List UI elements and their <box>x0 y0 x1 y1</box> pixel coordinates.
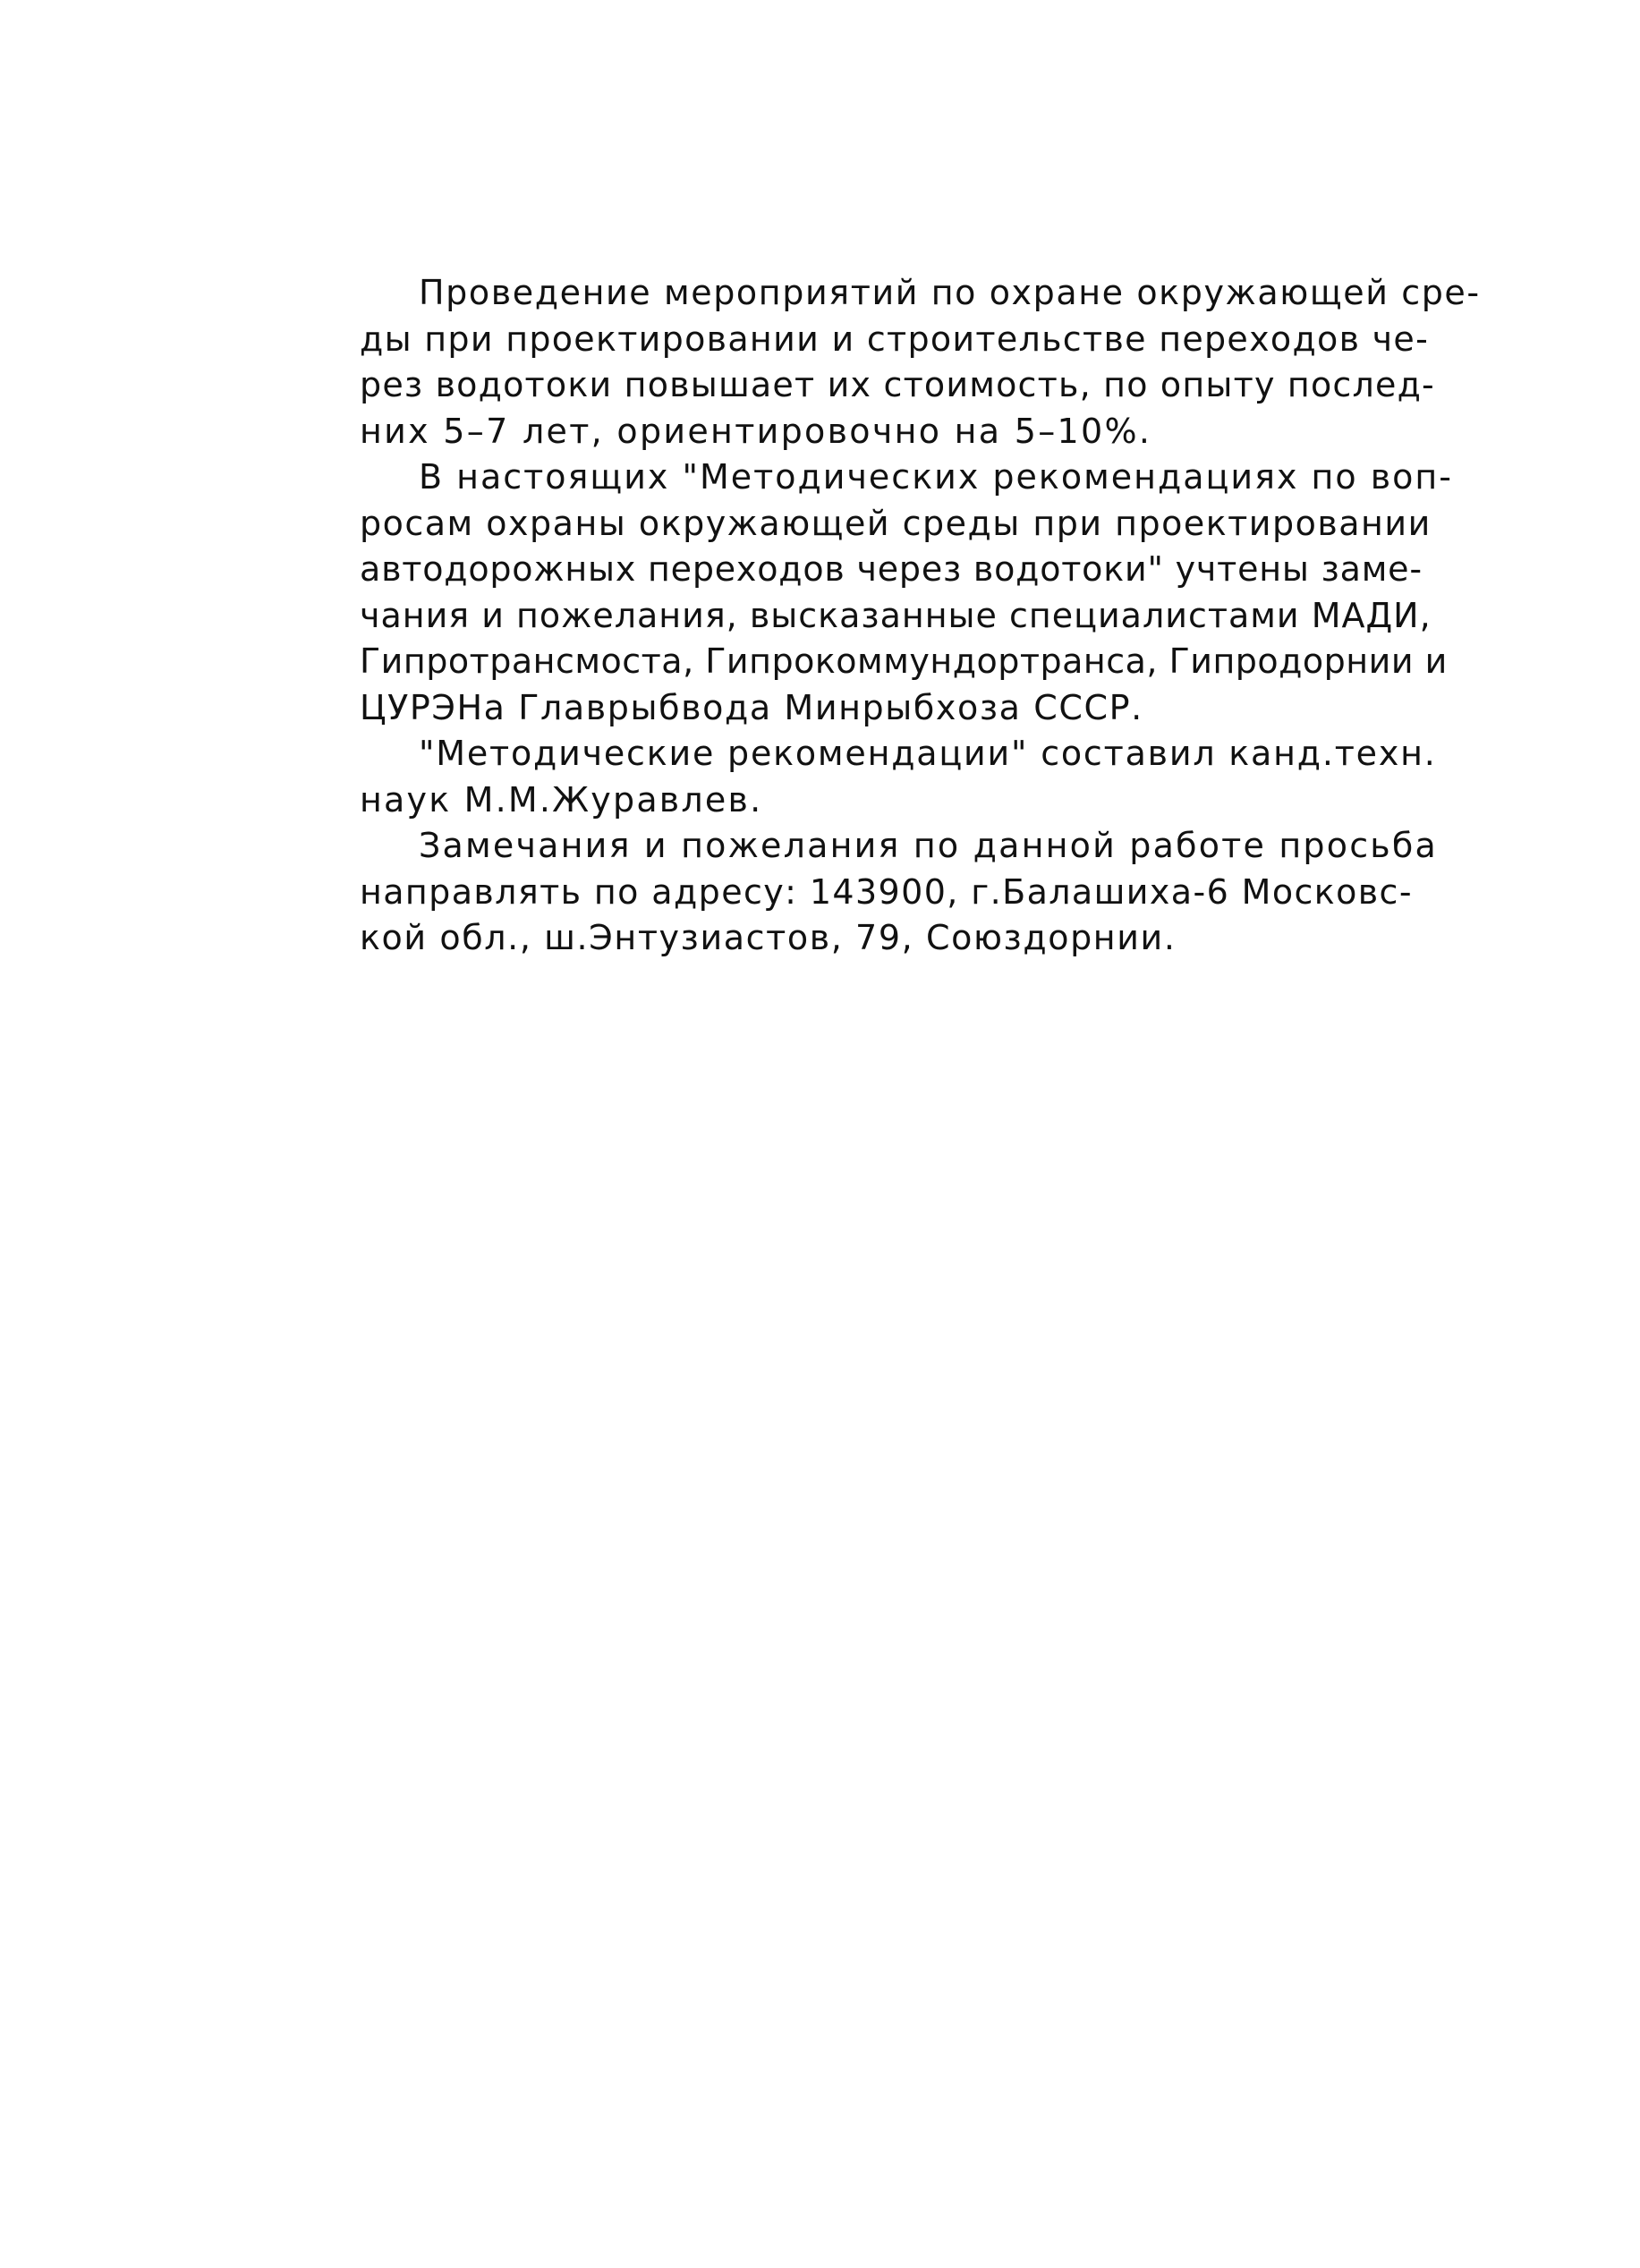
paragraph-recommendations <box>360 454 1505 731</box>
text-line: росам охраны окружающей среды при проектировании <box>360 503 1432 543</box>
text-line: ЦУРЭНа Главрыбвода Минрыбхоза СССР. <box>360 687 1143 727</box>
text-line: кой обл., ш.Энтузиастов, 79, Союздорнии. <box>360 918 1177 957</box>
text-line: Гипротрансмоста, Гипрокоммундортранса, Гипродорнии и <box>360 641 1448 681</box>
body-text <box>360 270 1505 962</box>
text-line: чания и пожелания, высказанные специалистами МАДИ, <box>360 595 1432 635</box>
text-line: ды при проектировании и строительстве переходов че- <box>360 319 1430 359</box>
text-line: В настоящих "Методических рекомендациях по воп- <box>419 457 1453 497</box>
text-line: Замечания и пожелания по данной работе просьба <box>419 826 1439 865</box>
paragraph-contact-address <box>360 823 1505 962</box>
paragraph-author <box>360 731 1505 823</box>
text-line: Проведение мероприятий по охране окружающей сре- <box>419 273 1481 312</box>
text-line: автодорожных переходов через водотоки" учтены заме- <box>360 549 1423 589</box>
text-line: направлять по адресу: 143900, г.Балашиха-6 Московс- <box>360 871 1413 912</box>
text-line: наук М.М.Журавлев. <box>360 779 763 820</box>
text-line: "Методические рекомендации" составил канд.техн. <box>419 734 1437 773</box>
paragraph-cost-increase <box>360 270 1505 454</box>
text-line: рез водотоки повышает их стоимость, по опыту послед- <box>360 365 1435 404</box>
text-line: них 5–7 лет, ориентировочно на 5–10%. <box>360 411 1152 451</box>
